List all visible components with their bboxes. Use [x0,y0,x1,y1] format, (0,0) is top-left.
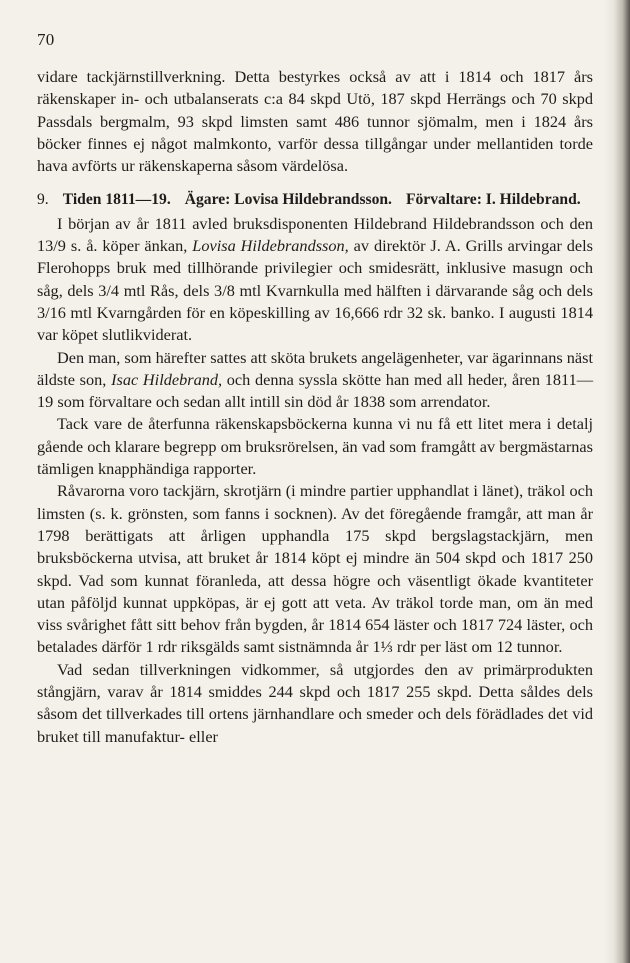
raw-materials-text-1: Råvarorna voro tackjärn, skrotjärn (i mindre partier upphandlat i länet), träkol och limsten (s. k. grönsten, som fanns i socknen). Av det föregående framgår, att man år 1798 berättigats att årligen upphandla 175 skpd bergslagstackjärn, men bruksböckerna utvisa, att bruket år 1814 köpt ej mindre än 504 skpd och 1817 250 skpd. Vad som kunnat föranleda, att dessa högre och väsentligt ökade kvantiteter utan påföljd kunnat uppköpas, är ej gott att veta. Av träkol torde man, om än med viss svårighet fått sitt behov från bygden, år 1814 654 läster och 1817 724 läster, och betalades därför 1 rdr riksgälds samt sistnämnda år [37,481,593,657]
manager-text-1: Den man, som härefter sattes att sköta brukets angelägenheter, var ägarinnans näst äldste son, [37,347,593,389]
purchase-text-4: mtl Kvarnkulla med hälften i därvarande såg och dels [234,280,594,300]
page-body [37,66,593,748]
purchase-text-5: mtl Kvarngården för en köpeskilling av 16,666 rdr 32 sk. banko. I augusti 1814 var köpet slutlikviderat. [37,302,593,345]
purchase-text-2: av direktör J. A. Grills arvingar dels Flerohopps bruk med tillhörande privilegier och smidesrätt, inklusive masugn och såg, dels [37,236,594,300]
section-heading [37,189,593,211]
page-binding-edge [614,0,630,963]
raw-materials-text-2: rdr per läst om 12 tunnor. [392,637,563,657]
page-number: 70 [37,30,55,49]
manager-text-2: och denna syssla skötte han med all heder, åren 1811—19 som förvaltare och sedan allt intill sin död år 1838 som arrendator. [37,369,593,412]
purchase-text-3: mtl Rås, dels [119,280,215,300]
paragraph-purchase [37,213,593,347]
section-number: 9. [37,191,49,209]
paragraph-manager [37,347,593,414]
paragraph-production: Vad sedan tillverkningen vidkommer, så utgjordes den av primärprodukten stångjärn, varav år 1814 smiddes 244 skpd och 1817 255 skpd. Detta såldes dels såsom det tillverkades till ortens järnhandlare och smeder och dels förädlades det vid bruket till manufaktur- eller [37,659,593,746]
paragraph-continuation: vidare tackjärnstillverkning. Detta bestyrkes också av att i 1814 och 1817 års räkenskaper in- och utbalanserats c:a 84 skpd Utö, 187 skpd Herrängs och 70 skpd Passdals bergmalm, 93 skpd limsten samt 486 tunnor sjömalm, men i 1824 års böcker finnes ej något malmkonto, varför dessa tillgångar under mellantiden torde hava avförts ur räkenskaperna såsom värdelösa. [37,67,593,176]
section-owner: Ägare: Lovisa Hildebrandsson. [184,191,392,209]
fraction-kvarngarden: 3/16 [37,302,66,322]
purchase-text-1: I början av år 1811 avled bruksdisponenten Hildebrand Hildebrandsson och den 13/9 s. å. köper änkan, [37,213,593,256]
fraction-ras: 3/4 [98,280,120,300]
page-gutter-shadow [604,0,614,963]
fraction-price: 1⅓ [372,637,393,657]
section-title: Tiden 1811—19. [62,191,171,209]
paragraph-raw-materials [37,480,593,658]
paragraph-account-books: Tack vare de återfunna räkenskapsböckerna kunna vi nu få ett litet mera i detalj gående och klarare begrepp om bruksrörelsen, än vad som framgått av bergmästarnas tämligen knapphändiga rapporter. [37,414,593,479]
person-name-isac: Isac Hildebrand, [111,369,223,389]
person-name-lovisa: Lovisa Hildebrandsson, [192,236,349,256]
fraction-kvarnkulla: 3/8 [214,280,235,300]
section-manager: Förvaltare: I. Hildebrand. [405,191,581,209]
